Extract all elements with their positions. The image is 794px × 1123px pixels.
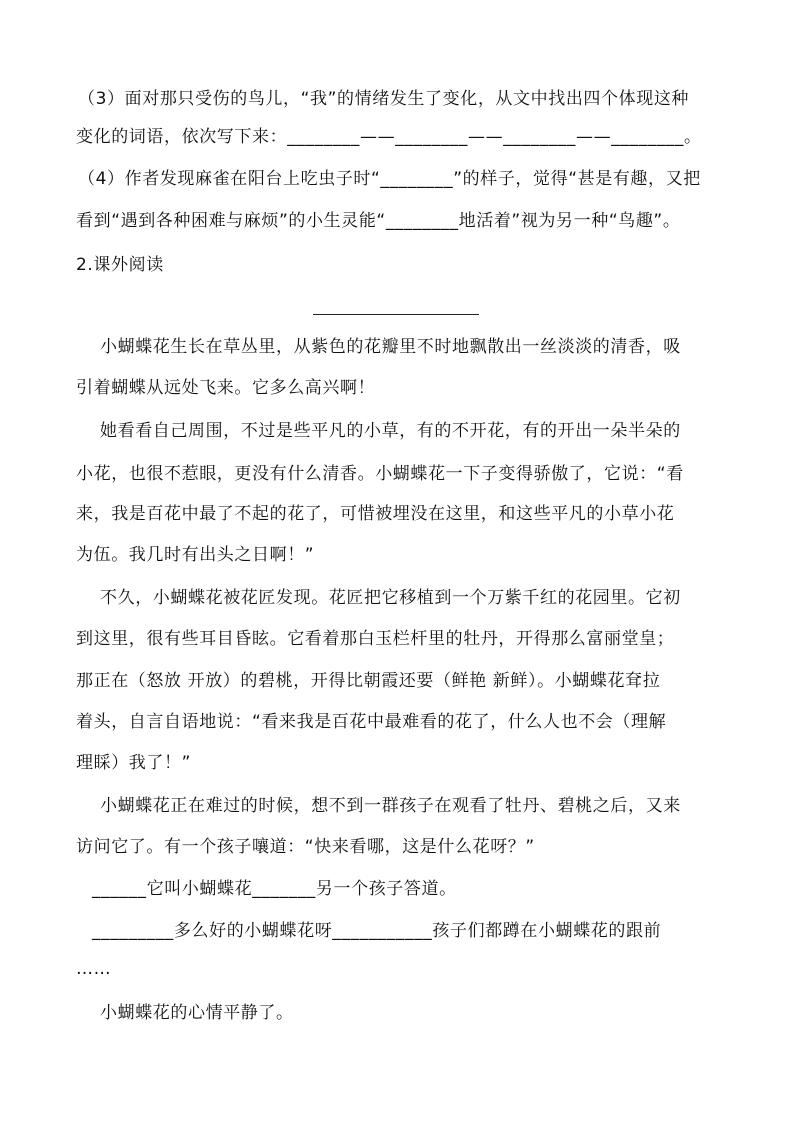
paragraph-7-line-1: 小蝴蝶花的心情平静了。 (100, 1003, 294, 1023)
section-2-heading: 2.课外阅读 (76, 255, 164, 275)
paragraph-2-line-3: 来，我是百花中最了不起的花了，可惜被埋没在这里，和这些平凡的小草小花 (76, 504, 675, 524)
paragraph-2-line-1: 她看看自己周围，不过是些平凡的小草，有的不开花，有的开出一朵半朵的 (100, 421, 681, 441)
paragraph-3-line-3: 那正在（怒放 开放）的碧桃，开得比朝霞还要（鲜艳 新鲜）。小蝴蝶花耷拉 (76, 671, 661, 691)
question-4-line-1: （4）作者发现麻雀在阳台上吃虫子时“________”的样子，觉得“甚是有趣，又把 (78, 169, 701, 189)
paragraph-6-line-1: _________多么好的小蝴蝶花呀___________孩子们都蹲在小蝴蝶花的跟前 (92, 921, 662, 941)
paragraph-2-line-4: 为伍。我几时有出头之日啊！” (76, 545, 315, 565)
question-3-line-1: （3）面对那只受伤的鸟儿，“我”的情绪发生了变化，从文中找出四个体现这种 (78, 89, 690, 109)
question-3-line-2: 变化的词语，依次写下来：________——________——________——________。 (76, 127, 702, 147)
paragraph-5-line-1: ______它叫小蝴蝶花_______另一个孩子答道。 (92, 879, 457, 899)
paragraph-3-line-4: 着头，自言自语地说：“看来我是百花中最难看的花了，什么人也不会（理解 (76, 712, 667, 732)
paragraph-6-line-2: …… (76, 959, 112, 979)
question-4-line-2: 看到“遇到各种困难与麻烦”的小生灵能“________地活着”视为另一种“鸟趣”。 (76, 211, 681, 231)
paragraph-4-line-2: 访问它了。有一个孩子嚷道：“快来看哪，这是什么花呀？” (76, 837, 535, 857)
paragraph-3-line-5: 理睬）我了！” (76, 753, 192, 773)
paragraph-1-line-1: 小蝴蝶花生长在草丛里，从紫色的花瓣里不时地飘散出一丝淡淡的清香，吸 (100, 337, 681, 357)
paragraph-4-line-1: 小蝴蝶花正在难过的时候，想不到一群孩子在观看了牡丹、碧桃之后，又来 (100, 796, 681, 816)
paragraph-3-line-2: 到这里，很有些耳目昏眩。它看着那白玉栏杆里的牡丹，开得那么富丽堂皇； (76, 629, 675, 649)
paragraph-2-line-2: 小花，也很不惹眼，更没有什么清香。小蝴蝶花一下子变得骄傲了，它说：“看 (76, 464, 684, 484)
paragraph-1-line-2: 引着蝴蝶从远处飞来。它多么高兴啊！ (76, 378, 376, 398)
paragraph-3-line-1: 不久，小蝴蝶花被花匠发现。花匠把它移植到一个万紫千红的花园里。它初 (100, 588, 681, 608)
title-blank-line (313, 314, 479, 315)
